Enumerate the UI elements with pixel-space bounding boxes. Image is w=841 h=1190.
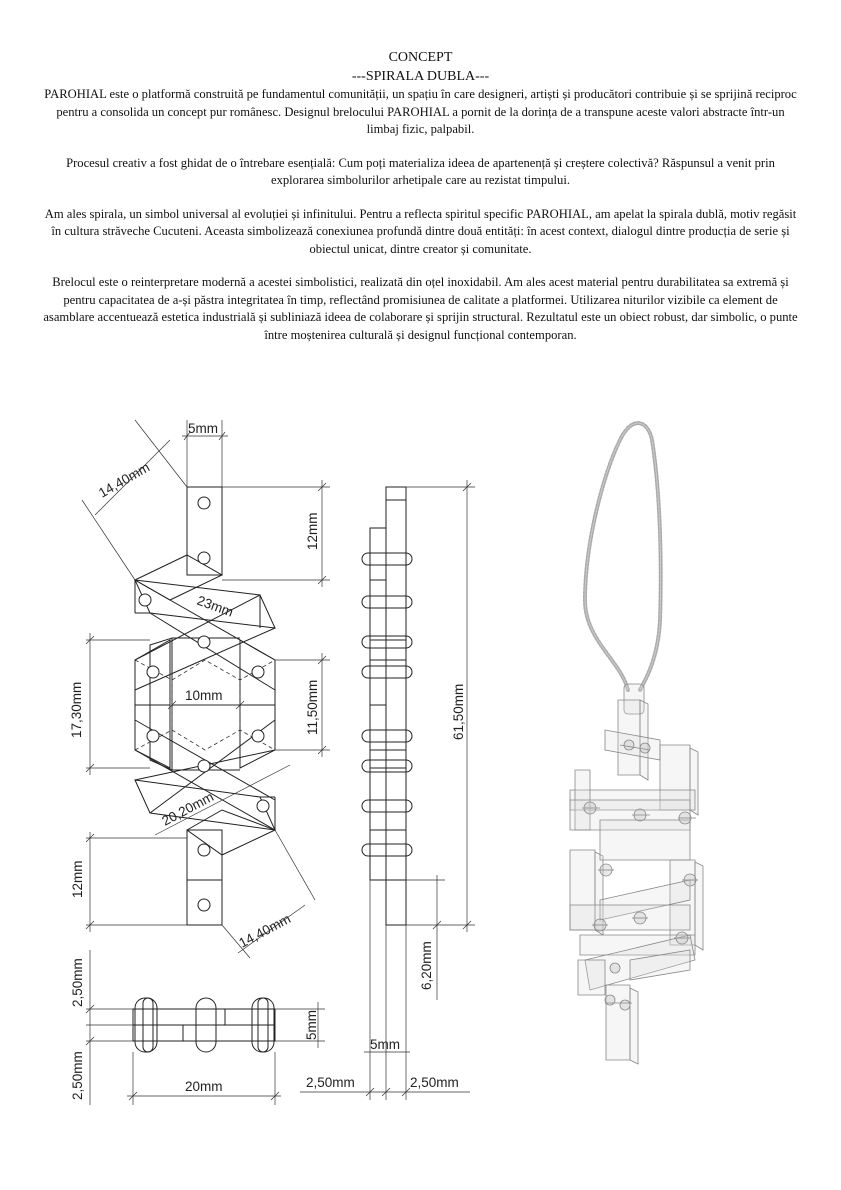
ball-chain bbox=[585, 423, 661, 690]
dim-12mm-top: 12mm bbox=[305, 512, 320, 550]
dim-5mm-side: 5mm bbox=[304, 1010, 319, 1040]
dim-20mm: 20mm bbox=[185, 1079, 223, 1094]
front-view bbox=[135, 487, 275, 925]
dim-250-a: 2,50mm bbox=[70, 958, 85, 1007]
dim-620: 6,20mm bbox=[419, 941, 434, 990]
dim-12mm-bottom: 12mm bbox=[70, 860, 85, 898]
dim-2020: 20,20mm bbox=[159, 788, 217, 829]
dim-5mm-bottom: 5mm bbox=[370, 1037, 400, 1052]
dim-5mm-top: 5mm bbox=[188, 421, 218, 436]
paragraph-2: Procesul creativ a fost ghidat de o întrebare esențială: Cum poți materializa ideea de apartenență și creștere colectivă? Răspunsul a venit prin explorarea simbolurilor arhetipale care au rezistat timpului. bbox=[66, 155, 775, 187]
paragraph-4: Brelocul este o reinterpretare modernă a acestei simbolistici, realizată din oțel inoxidabil. Am ales acest material pentru durabilitatea sa extremă și pentru capacitatea de a-și păstra integritatea în timp, reflectând promisiunea de calitate a platformei. Utilizarea niturilor vizibile ca element de asamblare accentuează estetica industrială și subliniază ideea de colaborare și sprijin structural. Rezultatul este un obiect robust, dar simbolic, o punte între moștenirea culturală și designul funcțional contemporan. bbox=[43, 275, 798, 342]
dim-1150: 11,50mm bbox=[305, 679, 320, 735]
concept-title: CONCEPT bbox=[388, 50, 453, 65]
paragraph-1: PAROHIAL este o platformă construită pe fundamentul comunității, un spațiu în care designeri, artiști și producători contribuie și se sprijină reciproc pentru a consolida un concept pur românesc. Designul brelocului PAROHIAL a pornit de la dorința de a transpune aceste valori abstracte într-un limbaj fizic, palpabil. bbox=[44, 87, 797, 136]
dim-1730: 17,30mm bbox=[69, 681, 84, 738]
dim-6150: 61,50mm bbox=[451, 683, 466, 740]
dim-1440-top: 14,40mm bbox=[96, 459, 153, 501]
concept-subtitle: ---SPIRALA DUBLA--- bbox=[351, 69, 490, 84]
right-vertical bbox=[240, 640, 275, 768]
dim-250-b: 2,50mm bbox=[70, 1051, 85, 1100]
dim-10mm: 10mm bbox=[185, 688, 223, 703]
dim-250-d: 2,50mm bbox=[410, 1075, 459, 1090]
top-view bbox=[70, 950, 325, 1105]
side-view bbox=[300, 480, 475, 1100]
dim-1440-bottom: 14,40mm bbox=[236, 910, 294, 951]
paragraph-3: Am ales spirala, un simbol universal al evoluției și infinitului. Pentru a reflecta spiritul specific PAROHIAL, am apelat la spirala dublă, motiv regăsit în cultura străveche Cucuteni. Aceasta simbolizează conexiunea profundă dintre două entități: în acest context, dialogul dintre producția de serie și obiectul unicat, dintre creator și comunitate. bbox=[44, 206, 797, 256]
left-vertical bbox=[150, 638, 172, 770]
keychain-render bbox=[570, 423, 703, 1064]
dim-250-c: 2,50mm bbox=[306, 1075, 355, 1090]
dim-23mm: 23mm bbox=[194, 592, 236, 620]
